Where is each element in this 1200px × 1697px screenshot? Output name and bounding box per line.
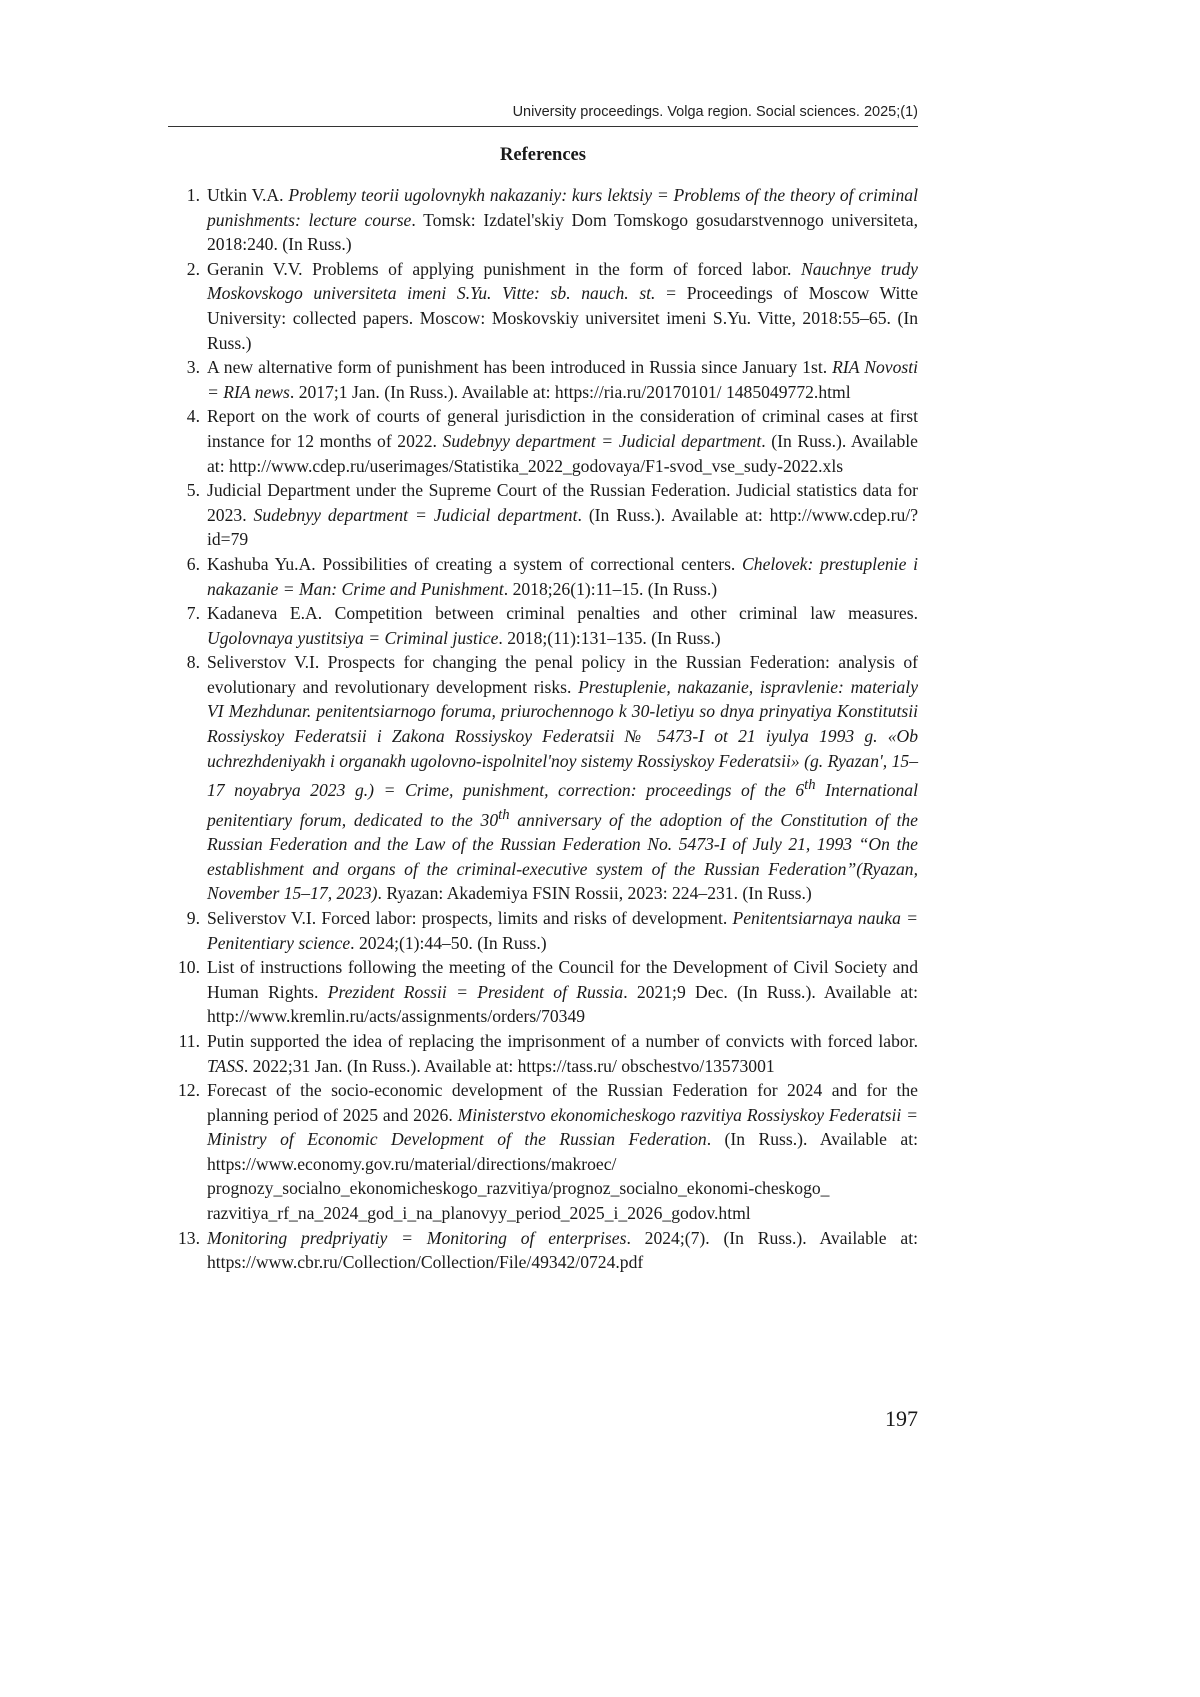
reference-text [200, 404, 918, 478]
reference-text [200, 257, 918, 355]
reference-italic-segment: Penitentsiarnaya nauka = Penitentiary science [207, 907, 918, 953]
reference-superscript-text: th [804, 777, 816, 794]
reference-segment: Judicial Department under the Supreme Court of the Russian Federation. Judicial statistics data for 2023. [207, 480, 918, 525]
reference-italic-segment: RIA Novosti = RIA news [207, 357, 918, 402]
reference-segment: . (In Russ.). Available at: http://www.cdep.ru/userimages/Statistika_2022_godovaya/F1-svod_vse_sudy-2022.xls [207, 430, 918, 476]
reference-italic-segment: Prestuplenie, nakazanie, ispravlenie: materialy VI Mezhdunar. penitentsiarnogo foruma, priurochennogo k 30-letiyu so dnya prinyatiya Konstitutsii Rossiyskoy Federatsii i Zakona Rossiyskoy Federatsii № 5473-I ot 21 iyulya 1993 g. «Ob uchrezhdeniyakh i organakh ugolovno-ispolnitel'noy sistemy Rossiyskoy Federatsii» (g. Ryazan', 15–17 noyabrya 2023 g.) = Crime, punishment, correction: proceedings of the 6 [207, 676, 918, 801]
reference-item [168, 183, 918, 257]
reference-item [168, 478, 918, 552]
reference-segment: . 2021;9 Dec. (In Russ.). Available at: http://www.kremlin.ru/acts/assignments/orders/70349 [207, 981, 918, 1027]
reference-italic-segment: Ministerstvo ekonomicheskogo razvitiya Rossiyskoy Federatsii = Ministry of Economic Development of the Russian Federation [207, 1104, 918, 1150]
reference-item [168, 906, 918, 955]
reference-item [168, 955, 918, 1029]
reference-segment: . 2018;26(1):11–15. (In Russ.) [503, 578, 718, 599]
reference-number: 4. [186, 406, 200, 427]
reference-text [200, 478, 918, 552]
reference-italic-segment: TASS [207, 1055, 244, 1076]
reference-text [200, 650, 918, 906]
reference-item [168, 1029, 918, 1078]
reference-number: 6. [186, 553, 200, 574]
reference-text [200, 1029, 918, 1078]
reference-italic-segment: Sudebnyy department = Judicial department [253, 504, 578, 525]
reference-segment: Forecast of the socio-economic development of the Russian Federation for 2024 and for the planning period of 2025 and 2026. [207, 1080, 918, 1125]
reference-number: 7. [186, 603, 200, 624]
reference-segment: . (In Russ.). Available at: https://www.economy.gov.ru/material/directions/makroec/ prognozy_socialno_ekonomicheskogo_razvitiya/prognoz_socialno_ekonomi-cheskogo_ razvitiya_rf_na_2024_god_i_na_planovyy_period_2025_i_2026_godov.html [207, 1129, 918, 1224]
reference-superscript-text: th [498, 806, 510, 823]
reference-segment: List of instructions following the meeting of the Council for the Development of Civil Society and Human Rights. [207, 957, 918, 1002]
reference-segment: Putin supported the idea of replacing the imprisonment of a number of convicts with forced labor. [207, 1030, 918, 1051]
reference-italic-segment: Prezident Rossii = President of Russia [327, 981, 624, 1002]
reference-segment: . 2024;(7). (In Russ.). Available at: https://www.cbr.ru/Collection/Collection/File/49342/0724.pdf [207, 1227, 918, 1273]
reference-number: 8. [186, 652, 200, 673]
reference-number: 9. [186, 907, 200, 928]
references-list [168, 183, 918, 1275]
reference-segment: . 2017;1 Jan. (In Russ.). Available at: https://ria.ru/20170101/ 1485049772.html [289, 381, 851, 402]
reference-item [168, 257, 918, 355]
reference-item [168, 601, 918, 650]
reference-text [200, 1078, 918, 1226]
reference-superscript [804, 777, 815, 793]
reference-italic-segment: Sudebnyy department = Judicial department [442, 430, 762, 451]
reference-segment: Utkin V.A. [207, 185, 289, 205]
reference-number: 13. [178, 1227, 200, 1248]
reference-italic-segment: Ugolovnaya yustitsiya = Criminal justice [207, 627, 499, 648]
reference-text [200, 955, 918, 1029]
reference-segment: Geranin V.V. Problems of applying punishment in the form of forced labor. [207, 258, 801, 279]
reference-segment: . (In Russ.). Available at: http://www.cdep.ru/?id=79 [207, 504, 919, 550]
reference-segment: A new alternative form of punishment has been introduced in Russia since January 1st. [207, 357, 833, 378]
reference-text [200, 552, 918, 601]
reference-italic-segment: Monitoring predpriyatiy = Monitoring of enterprises [207, 1227, 627, 1248]
reference-segment: . Tomsk: Izdatel'skiy Dom Tomskogo gosudarstvennogo universiteta, 2018:240. (In Russ.) [207, 209, 918, 255]
reference-segment: . 2022;31 Jan. (In Russ.). Available at: https://tass.ru/ obschestvo/13573001 [243, 1055, 775, 1076]
reference-segment: Seliverstov V.I. Prospects for changing the penal policy in the Russian Federation: analysis of evolutionary and revolutionary development risks. [207, 652, 918, 697]
running-header: University proceedings. Volga region. Social sciences. 2025;(1) [512, 104, 918, 120]
reference-number: 2. [186, 258, 200, 279]
reference-superscript [498, 807, 509, 823]
reference-text [200, 906, 918, 955]
reference-item [168, 1078, 918, 1226]
reference-segment: . Ryazan: Akademiya FSIN Rossii, 2023: 224–231. (In Russ.) [377, 883, 812, 904]
reference-number: 11. [178, 1030, 200, 1051]
reference-italic-segment: Problemy teorii ugolovnykh nakazaniy: kurs lektsiy = Problems of the theory of criminal punishments: lecture course [207, 185, 918, 230]
reference-segment: Kadaneva E.A. Competition between criminal penalties and other criminal law measures. [207, 603, 918, 624]
reference-italic-segment: Chelovek: prestuplenie i nakazanie = Man: Crime and Punishment [207, 553, 918, 599]
reference-number: 5. [186, 480, 200, 501]
reference-item [168, 404, 918, 478]
reference-text [200, 183, 918, 257]
page-number: 197 [885, 1406, 918, 1431]
reference-number: 3. [186, 357, 200, 378]
reference-segment: Report on the work of courts of general jurisdiction in the consideration of criminal cases at first instance for 12 months of 2022. [207, 406, 918, 451]
reference-item [168, 552, 918, 601]
reference-segment: Seliverstov V.I. Forced labor: prospects, limits and risks of development. [207, 907, 733, 928]
reference-italic-segment: International penitentiary forum, dedicated to the 30 [207, 780, 918, 830]
reference-text [200, 601, 918, 650]
reference-segment: . 2024;(1):44–50. (In Russ.) [350, 932, 547, 953]
reference-italic-segment: anniversary of the adoption of the Constitution of the Russian Federation and the Law of the Russian Federation No. 5473-I of July 21, 1993 “On the establishment and organs of the criminal-executive system of the Russian Federation”(Ryazan, November 15–17, 2023) [207, 809, 918, 904]
reference-item [168, 1226, 918, 1275]
section-title: References [500, 145, 586, 165]
reference-item [168, 650, 918, 906]
reference-text [200, 355, 918, 404]
reference-number: 10. [178, 957, 200, 978]
reference-italic-segment: Nauchnye trudy Moskovskogo universiteta imeni S.Yu. Vitte: sb. nauch. st. [207, 258, 918, 304]
reference-item [168, 355, 918, 404]
reference-number: 1. [186, 185, 200, 205]
reference-number: 12. [178, 1080, 200, 1101]
header-rule [168, 126, 918, 127]
reference-segment: . 2018;(11):131–135. (In Russ.) [498, 627, 721, 648]
reference-segment: Kashuba Yu.A. Possibilities of creating a system of correctional centers. [207, 553, 743, 574]
reference-segment: = Proceedings of Moscow Witte University: collected papers. Moscow: Moskovskiy universitet imeni S.Yu. Vitte, 2018:55–65. (In Russ.) [207, 283, 919, 353]
reference-text [200, 1226, 918, 1275]
